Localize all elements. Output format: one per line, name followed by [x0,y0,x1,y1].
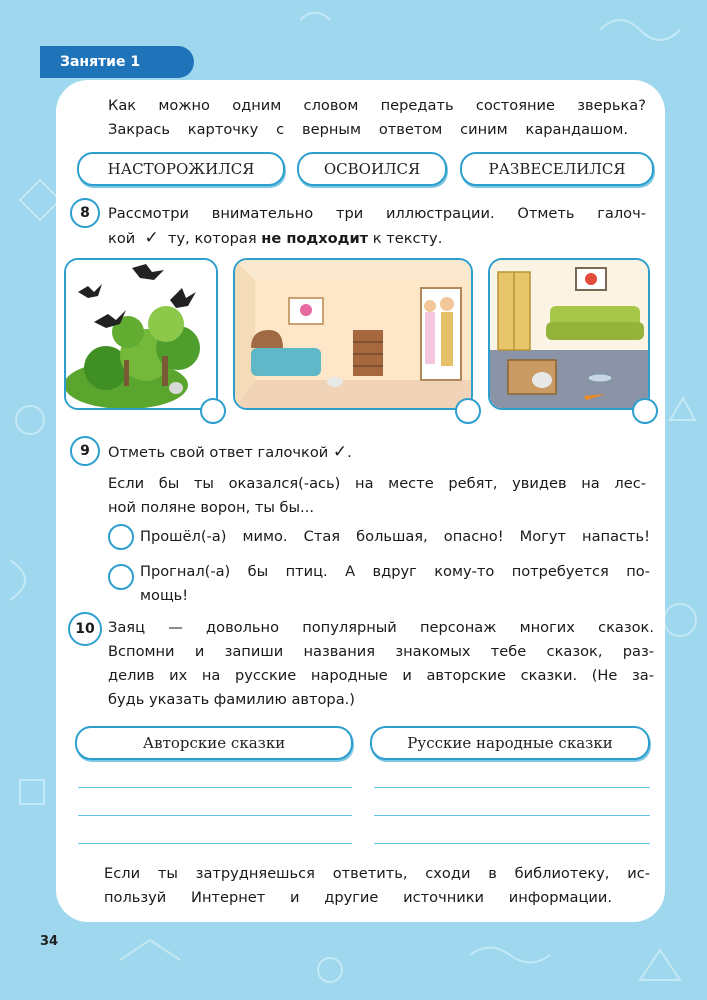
illustration-3-checkbox[interactable] [632,398,658,424]
answer-card-nastorozhilsya[interactable]: НАСТОРОЖИЛСЯ [77,152,285,186]
task-9-instruction-line [108,440,508,465]
option-2-radio[interactable] [108,564,134,590]
writing-line-author-1[interactable] [78,787,352,788]
column-header-folk-tales: Русские народные сказки [370,726,650,760]
footer-note-line-2: пользуй Интернет и другие источники информации. [104,889,612,906]
task-10-line-4: будь указать фамилию автора.) [108,691,355,708]
illustration-1-checkbox[interactable] [200,398,226,424]
task-9-instruction: Отметь свой ответ галочкой [108,444,329,461]
page-number: 34 [40,934,59,949]
forest-crows-picture [66,260,216,408]
task-9-prompt-line-1: Если бы ты оказался(-ась) на месте ребят, увидев на лес- [108,475,646,492]
option-2-text-line-1: Прогнал(-а) бы птиц. А вдруг кому-то потребуется по- [140,563,650,580]
task-10-line-2: Вспомни и запиши названия знакомых тебе сказок, раз- [108,643,654,660]
intro-line-1: Как можно одним словом передать состояние зверька? [108,97,646,114]
task-8-text-b: ту, которая [168,230,257,247]
illustration-2-checkbox[interactable] [455,398,481,424]
answer-card-osvoilsya[interactable]: ОСВОИЛСЯ [297,152,447,186]
task-9-instruction-end: . [347,444,352,461]
task-8-text-a: кой [108,230,136,247]
lesson-tab: Занятие 1 [40,46,194,78]
task-10-number: 10 [68,612,102,646]
living-room-picture [490,260,648,408]
writing-line-folk-3[interactable] [374,843,650,844]
illustration-living-room [488,258,650,410]
checkmark-icon: ✓ [332,442,348,462]
task-10-line-1: Заяц — довольно популярный персонаж многих сказок. [108,619,654,636]
task-10-line-3: делив их на русские народные и авторские сказки. (Не за- [108,667,654,684]
writing-line-folk-2[interactable] [374,815,650,816]
writing-line-author-2[interactable] [78,815,352,816]
writing-line-author-3[interactable] [78,843,352,844]
task-8-number: 8 [70,198,100,228]
answer-card-razveselilsya[interactable]: РАЗВЕСЕЛИЛСЯ [460,152,654,186]
task-8-bold: не подходит [261,230,369,247]
intro-line-2: Закрась карточку с верным ответом синим карандашом. [108,121,628,138]
bedroom-picture [235,260,471,408]
footer-note-line-1: Если ты затрудняешься ответить, сходи в библиотеку, ис- [104,865,650,882]
task-9-number: 9 [70,436,100,466]
checkmark-icon: ✓ [144,228,159,248]
option-1-radio[interactable] [108,524,134,550]
option-2-text-line-2: мощь! [140,587,189,604]
illustration-forest-crows [64,258,218,410]
illustration-bedroom [233,258,473,410]
task-8-line-2 [108,226,646,251]
task-9-prompt-line-2: ной поляне ворон, ты бы... [108,499,314,516]
task-8-line-1: Рассмотри внимательно три иллюстрации. Отметь галоч- [108,205,646,222]
column-header-author-tales: Авторские сказки [75,726,353,760]
writing-line-folk-1[interactable] [374,787,650,788]
task-8-text-c: к тексту. [372,230,443,247]
option-1-text: Прошёл(-а) мимо. Стая большая, опасно! Могут напасть! [140,528,650,545]
